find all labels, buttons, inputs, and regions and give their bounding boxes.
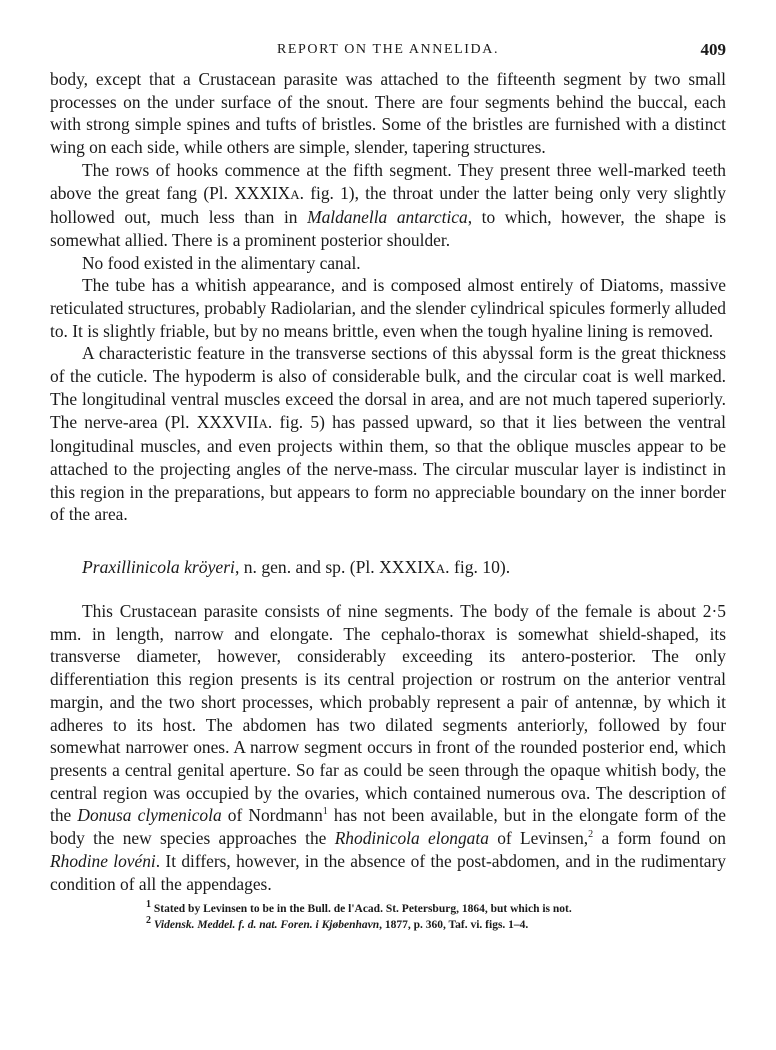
- text-run: , to which, however, the shape is somewhat allied. There is a prominent posterior shoulder.: [50, 207, 726, 250]
- text-run: . fig. 10).: [445, 557, 511, 578]
- footnote-ref: 1: [322, 806, 328, 818]
- plate-suffix: A: [435, 561, 446, 577]
- page: [50, 42, 726, 933]
- species-name: Rhodine lovéni: [50, 850, 156, 871]
- footnote-ref: 2: [588, 829, 594, 841]
- footnote-mark: 2: [146, 915, 151, 927]
- text-run: . fig. 1), the throat under the latter being only very slightly hollowed out, much less than in: [50, 182, 726, 228]
- paragraph-continuation: body, except that a Crustacean parasite was attached to the fifteenth segment by two small processes on the under surface of the snout. There are four segments behind the buccal, each with strong simple spines and tufts of bristles. Some of the bristles are furnished with a distinct wing on each side, while others are simple, slender, tapering structures.: [50, 69, 726, 158]
- footnote-2: [146, 917, 726, 933]
- species-name: Rhodinicola elongata: [334, 828, 489, 849]
- text-run: , n. gen. and sp. (Pl. XXXIX: [234, 557, 436, 578]
- species-name: Donusa clymenicola: [77, 805, 222, 826]
- text-run: This Crustacean parasite consists of nine segments. The body of the female is about 2·5 mm. in length, narrow and elongate. The cephalo-thorax is somewhat shield-shaped, its transverse diameter, however, considerably exceeding its antero-posterior. The only differentiation this region presents is its central projection or rostrum on the anterior ventral margin, and the two short processes, which probably represent a pair of antennæ, by which it adheres to its host. The abdomen has two dilated segments anteriorly, followed by four somewhat narrower ones. A narrow segment occurs in front of the rounded posterior end, which presents a central genital aperture. So far as could be seen through the opaque whitish body, the central region was occupied by the ovaries, which contained numerous ova. The description of the: [50, 601, 726, 826]
- footnote-1: [146, 901, 726, 917]
- text-run: A characteristic feature in the transverse sections of this abyssal form is the great thickness of the cuticle. The hypoderm is also of considerable bulk, and the circular coat is well marked. The longitudinal ventral muscles exceed the dorsal in area, and are not much tapered superiorly. The nerve-area (Pl. XXXVII: [50, 343, 726, 432]
- footnote-mark: 1: [146, 899, 151, 911]
- page-header: [50, 42, 726, 68]
- species-name: Maldanella antarctica: [307, 207, 468, 228]
- text-run: of Nordmann: [221, 805, 323, 826]
- paragraph-hooks: [50, 159, 726, 252]
- text-run: . fig. 5) has passed upward, so that it lies between the ventral longitudinal muscles, and even projects within them, so that the oblique muscles appear to be attached to the projecting angles of the nerve-mass. The circular muscular layer is indistinct in this region in the preparations, but appears to form no appreciable boundary on the inner border of the area.: [50, 411, 726, 525]
- footnotes: [50, 901, 726, 933]
- footnote-text: Stated by Levinsen to be in the Bull. de l'Acad. St. Petersburg, 1864, but which is not.: [153, 903, 572, 916]
- footnote-text: , 1877, p. 360, Taf. vi. figs. 1–4.: [379, 919, 529, 932]
- text-run: . It differs, however, in the absence of the post-abdomen, and in the rudimentary condition of all the appendages.: [50, 850, 726, 894]
- plate-suffix: A: [258, 415, 268, 431]
- footnote-journal: Vidensk. Meddel. f. d. nat. Foren. i Kjøbenhavn: [153, 919, 380, 932]
- section-heading: [82, 556, 726, 580]
- paragraph-food: No food existed in the alimentary canal.: [82, 252, 361, 273]
- text-run: The rows of hooks commence at the fifth segment. They present three well-marked teeth above the great fang (Pl. XXXIX: [50, 159, 726, 203]
- paragraph-sections: [50, 342, 726, 526]
- plate-suffix: A: [290, 186, 300, 202]
- spacer: [50, 580, 726, 600]
- page-number: 409: [700, 40, 726, 59]
- species-name: Praxillinicola kröyeri: [82, 557, 235, 578]
- text-run: of Levinsen,: [488, 828, 589, 849]
- paragraph-parasite: [50, 600, 726, 895]
- text-run: has not been available, but in the elongate form of the body the new species approaches the: [50, 805, 727, 849]
- paragraph-tube: The tube has a whitish appearance, and is composed almost entirely of Diatoms, massive reticulated structures, probably Radiolarian, and the slender cylindrical spicules formerly alluded to. It is slightly friable, but by no means brittle, even when the tough hyaline lining is removed.: [50, 275, 726, 341]
- running-title: REPORT ON THE ANNELIDA.: [276, 42, 500, 57]
- text-run: a form found on: [593, 828, 726, 849]
